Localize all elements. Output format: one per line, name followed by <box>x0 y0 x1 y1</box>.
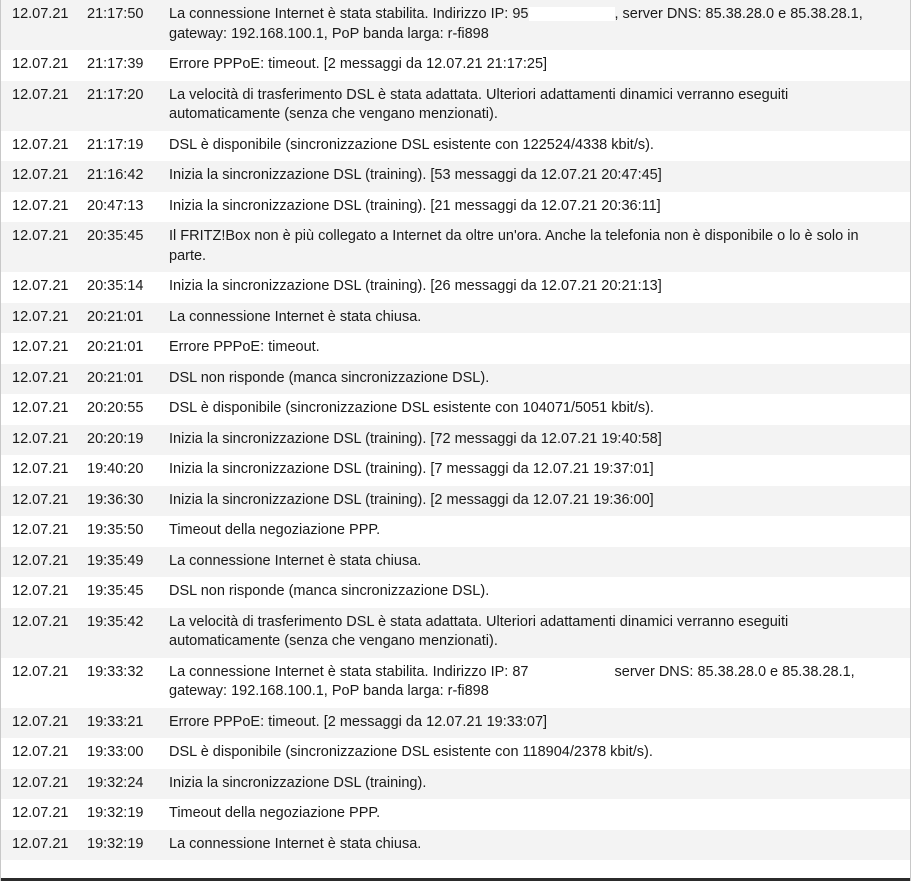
log-time: 19:32:24 <box>79 769 161 800</box>
log-row <box>1 708 910 739</box>
log-time: 19:35:49 <box>79 547 161 578</box>
log-date: 12.07.21 <box>1 81 79 131</box>
log-message: La velocità di trasferimento DSL è stata adattata. Ulteriori adattamenti dinamici verranno eseguiti automaticamente (senza che vengano menzionati). <box>161 608 910 658</box>
log-row <box>1 608 910 658</box>
log-time: 20:21:01 <box>79 303 161 334</box>
log-date: 12.07.21 <box>1 131 79 162</box>
log-time: 20:20:19 <box>79 425 161 456</box>
log-message: DSL non risponde (manca sincronizzazione DSL). <box>161 364 910 395</box>
event-log-body <box>1 0 910 860</box>
log-time: 19:33:00 <box>79 738 161 769</box>
log-date: 12.07.21 <box>1 708 79 739</box>
log-message: Errore PPPoE: timeout. [2 messaggi da 12.07.21 19:33:07] <box>161 708 910 739</box>
log-date: 12.07.21 <box>1 608 79 658</box>
log-message <box>161 658 910 708</box>
log-row <box>1 364 910 395</box>
log-time: 21:17:20 <box>79 81 161 131</box>
log-date: 12.07.21 <box>1 50 79 81</box>
log-date: 12.07.21 <box>1 192 79 223</box>
log-date: 12.07.21 <box>1 830 79 861</box>
log-message: Inizia la sincronizzazione DSL (training). [7 messaggi da 12.07.21 19:37:01] <box>161 455 910 486</box>
log-message: Inizia la sincronizzazione DSL (training). [26 messaggi da 12.07.21 20:21:13] <box>161 272 910 303</box>
log-time: 20:47:13 <box>79 192 161 223</box>
log-date: 12.07.21 <box>1 455 79 486</box>
log-message: La velocità di trasferimento DSL è stata adattata. Ulteriori adattamenti dinamici verranno eseguiti automaticamente (senza che vengano menzionati). <box>161 81 910 131</box>
log-message: Inizia la sincronizzazione DSL (training). [21 messaggi da 12.07.21 20:36:11] <box>161 192 910 223</box>
log-message: Inizia la sincronizzazione DSL (training). [72 messaggi da 12.07.21 19:40:58] <box>161 425 910 456</box>
log-time: 19:35:50 <box>79 516 161 547</box>
log-date: 12.07.21 <box>1 547 79 578</box>
log-time: 19:32:19 <box>79 830 161 861</box>
log-time: 20:35:14 <box>79 272 161 303</box>
log-message-part: La connessione Internet è stata stabilita. Indirizzo IP: 87 <box>169 663 529 680</box>
log-message: DSL è disponibile (sincronizzazione DSL esistente con 118904/2378 kbit/s). <box>161 738 910 769</box>
log-row <box>1 486 910 517</box>
log-row <box>1 161 910 192</box>
log-date: 12.07.21 <box>1 425 79 456</box>
log-time: 21:17:19 <box>79 131 161 162</box>
log-message: DSL è disponibile (sincronizzazione DSL esistente con 122524/4338 kbit/s). <box>161 131 910 162</box>
log-message: Inizia la sincronizzazione DSL (training). <box>161 769 910 800</box>
log-message: La connessione Internet è stata chiusa. <box>161 830 910 861</box>
log-time: 20:21:01 <box>79 333 161 364</box>
log-row <box>1 303 910 334</box>
log-row <box>1 131 910 162</box>
log-row <box>1 455 910 486</box>
log-row <box>1 394 910 425</box>
log-row <box>1 81 910 131</box>
log-row <box>1 577 910 608</box>
log-message <box>161 0 910 50</box>
log-row <box>1 830 910 861</box>
log-date: 12.07.21 <box>1 303 79 334</box>
log-date: 12.07.21 <box>1 364 79 395</box>
log-date: 12.07.21 <box>1 161 79 192</box>
log-time: 19:36:30 <box>79 486 161 517</box>
log-date: 12.07.21 <box>1 658 79 708</box>
log-time: 19:33:21 <box>79 708 161 739</box>
log-message-part: La connessione Internet è stata stabilita. Indirizzo IP: 95 <box>169 6 529 22</box>
log-row <box>1 799 910 830</box>
log-message: La connessione Internet è stata chiusa. <box>161 303 910 334</box>
log-date: 12.07.21 <box>1 333 79 364</box>
log-row <box>1 222 910 272</box>
redacted-ip-mask <box>529 7 615 21</box>
log-row <box>1 272 910 303</box>
log-time: 19:33:32 <box>79 658 161 708</box>
log-date: 12.07.21 <box>1 222 79 272</box>
log-date: 12.07.21 <box>1 394 79 425</box>
log-date: 12.07.21 <box>1 769 79 800</box>
log-date: 12.07.21 <box>1 272 79 303</box>
redacted-ip-mask <box>529 665 615 679</box>
log-row <box>1 425 910 456</box>
log-row <box>1 516 910 547</box>
log-row <box>1 192 910 223</box>
log-row <box>1 333 910 364</box>
log-time: 19:35:42 <box>79 608 161 658</box>
log-message: DSL è disponibile (sincronizzazione DSL esistente con 104071/5051 kbit/s). <box>161 394 910 425</box>
log-row <box>1 769 910 800</box>
log-row <box>1 0 910 50</box>
log-time: 19:35:45 <box>79 577 161 608</box>
log-message: DSL non risponde (manca sincronizzazione DSL). <box>161 577 910 608</box>
log-time: 20:20:55 <box>79 394 161 425</box>
log-time: 21:16:42 <box>79 161 161 192</box>
log-time: 19:32:19 <box>79 799 161 830</box>
log-message: Il FRITZ!Box non è più collegato a Internet da oltre un'ora. Anche la telefonia non è disponibile o lo è solo in parte. <box>161 222 910 272</box>
log-time: 20:21:01 <box>79 364 161 395</box>
log-message: La connessione Internet è stata chiusa. <box>161 547 910 578</box>
log-message-part: , server DNS: 85.38.28.0 e 85.38.28.1, gateway: 192.168.100.1, PoP banda larga: r-fi898 <box>169 6 863 42</box>
log-row <box>1 547 910 578</box>
log-date: 12.07.21 <box>1 516 79 547</box>
log-message-part: server DNS: 85.38.28.0 e 85.38.28.1, gateway: 192.168.100.1, PoP banda larga: r-fi898 <box>169 663 855 699</box>
log-message: Timeout della negoziazione PPP. <box>161 516 910 547</box>
log-date: 12.07.21 <box>1 738 79 769</box>
log-date: 12.07.21 <box>1 0 79 50</box>
event-log-table <box>1 0 910 860</box>
log-date: 12.07.21 <box>1 577 79 608</box>
log-time: 19:40:20 <box>79 455 161 486</box>
log-row <box>1 658 910 708</box>
log-message: Timeout della negoziazione PPP. <box>161 799 910 830</box>
log-time: 20:35:45 <box>79 222 161 272</box>
log-message: Errore PPPoE: timeout. [2 messaggi da 12.07.21 21:17:25] <box>161 50 910 81</box>
log-date: 12.07.21 <box>1 799 79 830</box>
log-date: 12.07.21 <box>1 486 79 517</box>
log-message: Inizia la sincronizzazione DSL (training). [2 messaggi da 12.07.21 19:36:00] <box>161 486 910 517</box>
log-time: 21:17:39 <box>79 50 161 81</box>
log-row <box>1 738 910 769</box>
log-message: Errore PPPoE: timeout. <box>161 333 910 364</box>
log-time: 21:17:50 <box>79 0 161 50</box>
log-message: Inizia la sincronizzazione DSL (training). [53 messaggi da 12.07.21 20:47:45] <box>161 161 910 192</box>
log-row <box>1 50 910 81</box>
